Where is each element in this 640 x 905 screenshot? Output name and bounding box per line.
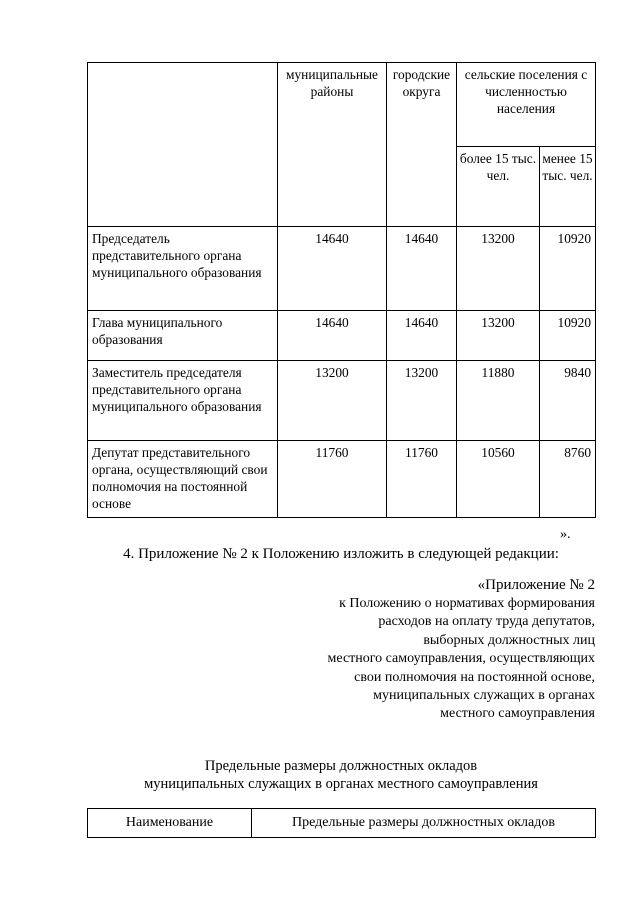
cell-value: 14640 bbox=[387, 311, 457, 361]
cell-value: 10920 bbox=[540, 227, 596, 311]
header-over-15k: более 15 тыс. чел. bbox=[457, 147, 540, 227]
header-under-15k: менее 15 тыс. чел. bbox=[540, 147, 596, 227]
appendix-line: выборных должностных лиц bbox=[423, 632, 595, 648]
cell-value: 8760 bbox=[540, 441, 596, 518]
cell-value: 10920 bbox=[540, 311, 596, 361]
appendix-header bbox=[260, 575, 595, 724]
table-row bbox=[88, 227, 596, 311]
cell-value: 11760 bbox=[387, 441, 457, 518]
header-name: Наименование bbox=[88, 809, 252, 838]
cell-value: 14640 bbox=[278, 227, 387, 311]
appendix-line: «Приложение № 2 bbox=[477, 577, 595, 593]
appendix-line: расходов на оплату труда депутатов, bbox=[378, 614, 595, 630]
cell-value: 14640 bbox=[387, 227, 457, 311]
row-label: Глава муниципального образования bbox=[88, 311, 278, 361]
title-line: муниципальных служащих в органах местного самоуправления bbox=[144, 776, 538, 792]
title-line: Предельные размеры должностных окладов bbox=[204, 758, 478, 774]
table-row bbox=[88, 361, 596, 441]
salary-norms-table bbox=[87, 62, 596, 518]
cell-value: 13200 bbox=[387, 361, 457, 441]
table-header-row bbox=[88, 809, 596, 838]
section-title bbox=[87, 757, 595, 793]
cell-value: 13200 bbox=[457, 311, 540, 361]
appendix-line: муниципальных служащих в органах bbox=[373, 688, 595, 704]
table-header-row bbox=[88, 63, 596, 147]
appendix-line: к Положению о нормативах формирования bbox=[339, 596, 595, 611]
cell-value: 11880 bbox=[457, 361, 540, 441]
table-row bbox=[88, 311, 596, 361]
appendix-line: местного самоуправления bbox=[440, 706, 595, 722]
cell-value: 14640 bbox=[278, 311, 387, 361]
row-label: Депутат представительного органа, осуществляющий свои полномочия на постоянной основе bbox=[88, 441, 278, 518]
header-municipal-districts: муниципальные районы bbox=[278, 63, 387, 227]
appendix-line: местного самоуправления, осуществляющих bbox=[327, 651, 595, 667]
closing-quote: ». bbox=[560, 527, 571, 542]
appendix-line: свои полномочия на постоянной основе, bbox=[354, 669, 595, 685]
cell-value: 13200 bbox=[278, 361, 387, 441]
cell-value: 9840 bbox=[540, 361, 596, 441]
header-salary-limits: Предельные размеры должностных окладов bbox=[252, 809, 596, 838]
cell-value: 13200 bbox=[457, 227, 540, 311]
paragraph-4: 4. Приложение № 2 к Положению изложить в следующей редакции: bbox=[123, 546, 559, 562]
cell-value: 11760 bbox=[278, 441, 387, 518]
row-label: Заместитель председателя представительного органа муниципального образования bbox=[88, 361, 278, 441]
official-salary-table bbox=[87, 808, 596, 838]
header-rural-settlements: сельские поселения с численностью населения bbox=[457, 63, 596, 147]
header-empty-cell bbox=[88, 63, 278, 227]
table-row bbox=[88, 441, 596, 518]
cell-value: 10560 bbox=[457, 441, 540, 518]
header-city-districts: городские округа bbox=[387, 63, 457, 227]
row-label: Председатель представительного органа муниципального образования bbox=[88, 227, 278, 311]
